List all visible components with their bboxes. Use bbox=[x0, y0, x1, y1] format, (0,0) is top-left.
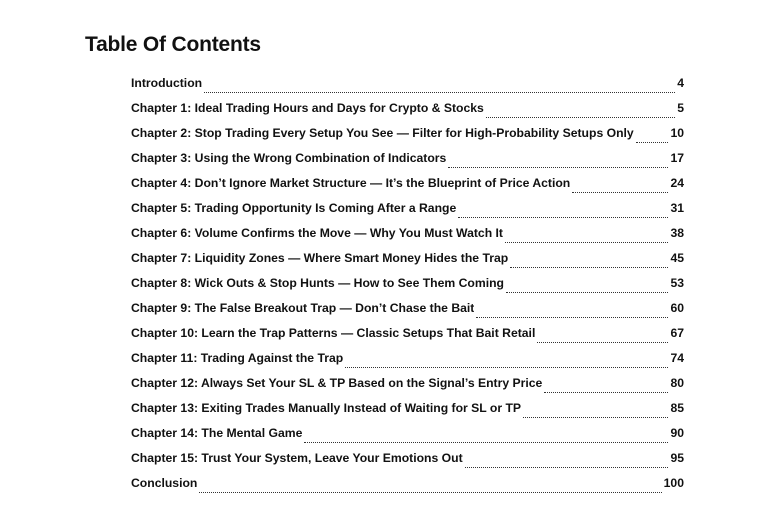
toc-entry-label: Introduction bbox=[131, 76, 203, 90]
dot-leader bbox=[476, 316, 668, 318]
dot-leader bbox=[506, 291, 668, 293]
toc-entry[interactable] bbox=[131, 101, 684, 126]
toc-entry-page: 90 bbox=[670, 426, 684, 440]
dot-leader bbox=[505, 241, 668, 243]
toc-entry-page: 80 bbox=[670, 376, 684, 390]
toc-entry[interactable] bbox=[131, 451, 684, 476]
dot-leader bbox=[204, 91, 675, 93]
toc-entry-page: 5 bbox=[677, 101, 684, 115]
dot-leader bbox=[465, 466, 669, 468]
toc-entry-page: 74 bbox=[670, 351, 684, 365]
toc-entry-label: Conclusion bbox=[131, 476, 198, 490]
toc-entry[interactable] bbox=[131, 301, 684, 326]
toc-entry[interactable] bbox=[131, 426, 684, 451]
toc-entry-page: 24 bbox=[670, 176, 684, 190]
dot-leader bbox=[572, 191, 668, 193]
toc-entry-label: Chapter 7: Liquidity Zones — Where Smart Money Hides the Trap bbox=[131, 251, 509, 265]
dot-leader bbox=[345, 366, 668, 368]
dot-leader bbox=[304, 441, 668, 443]
toc-entry-page: 53 bbox=[670, 276, 684, 290]
toc-entry[interactable] bbox=[131, 176, 684, 201]
toc-entry-page: 95 bbox=[670, 451, 684, 465]
page-title: Table Of Contents bbox=[85, 33, 261, 56]
toc-entry-page: 85 bbox=[670, 401, 684, 415]
toc-entry-page: 17 bbox=[670, 151, 684, 165]
toc-entry[interactable] bbox=[131, 326, 684, 351]
toc-entry-page: 67 bbox=[670, 326, 684, 340]
dot-leader bbox=[458, 216, 668, 218]
dot-leader bbox=[537, 341, 668, 343]
toc-entry-label: Chapter 15: Trust Your System, Leave Your Emotions Out bbox=[131, 451, 463, 465]
toc-entry-label: Chapter 10: Learn the Trap Patterns — Classic Setups That Bait Retail bbox=[131, 326, 536, 340]
toc-entry-page: 31 bbox=[670, 201, 684, 215]
toc-entry[interactable] bbox=[131, 476, 684, 501]
toc-entry[interactable] bbox=[131, 251, 684, 276]
dot-leader bbox=[544, 391, 668, 393]
toc-entry-page: 100 bbox=[663, 476, 684, 490]
toc-entry[interactable] bbox=[131, 151, 684, 176]
dot-leader bbox=[448, 166, 668, 168]
toc-entry-page: 38 bbox=[670, 226, 684, 240]
toc-entry-label: Chapter 2: Stop Trading Every Setup You See — Filter for High-Probability Setups Only bbox=[131, 126, 634, 140]
toc-entry-label: Chapter 13: Exiting Trades Manually Instead of Waiting for SL or TP bbox=[131, 401, 522, 415]
toc-entry-label: Chapter 11: Trading Against the Trap bbox=[131, 351, 344, 365]
toc-entry-label: Chapter 5: Trading Opportunity Is Coming After a Range bbox=[131, 201, 457, 215]
toc-entry-label: Chapter 14: The Mental Game bbox=[131, 426, 303, 440]
toc-list bbox=[131, 76, 684, 501]
toc-entry-page: 60 bbox=[670, 301, 684, 315]
dot-leader bbox=[199, 491, 661, 493]
toc-entry-label: Chapter 8: Wick Outs & Stop Hunts — How to See Them Coming bbox=[131, 276, 504, 290]
toc-entry[interactable] bbox=[131, 226, 684, 251]
toc-entry[interactable] bbox=[131, 201, 684, 226]
toc-entry[interactable] bbox=[131, 76, 684, 101]
toc-entry-page: 10 bbox=[670, 126, 684, 140]
toc-entry-page: 4 bbox=[677, 76, 684, 90]
toc-entry-label: Chapter 6: Volume Confirms the Move — Why You Must Watch It bbox=[131, 226, 503, 240]
dot-leader bbox=[636, 141, 669, 143]
toc-entry[interactable] bbox=[131, 126, 684, 151]
toc-entry-page: 45 bbox=[670, 251, 684, 265]
toc-entry[interactable] bbox=[131, 351, 684, 376]
dot-leader bbox=[523, 416, 668, 418]
toc-entry-label: Chapter 4: Don’t Ignore Market Structure — It’s the Blueprint of Price Action bbox=[131, 176, 571, 190]
toc-entry[interactable] bbox=[131, 376, 684, 401]
toc-entry-label: Chapter 12: Always Set Your SL & TP Based on the Signal’s Entry Price bbox=[131, 376, 543, 390]
toc-entry[interactable] bbox=[131, 276, 684, 301]
toc-entry-label: Chapter 3: Using the Wrong Combination of Indicators bbox=[131, 151, 447, 165]
dot-leader bbox=[486, 116, 675, 118]
toc-entry-label: Chapter 1: Ideal Trading Hours and Days for Crypto & Stocks bbox=[131, 101, 484, 115]
toc-entry[interactable] bbox=[131, 401, 684, 426]
toc-entry-label: Chapter 9: The False Breakout Trap — Don’t Chase the Bait bbox=[131, 301, 475, 315]
dot-leader bbox=[510, 266, 668, 268]
